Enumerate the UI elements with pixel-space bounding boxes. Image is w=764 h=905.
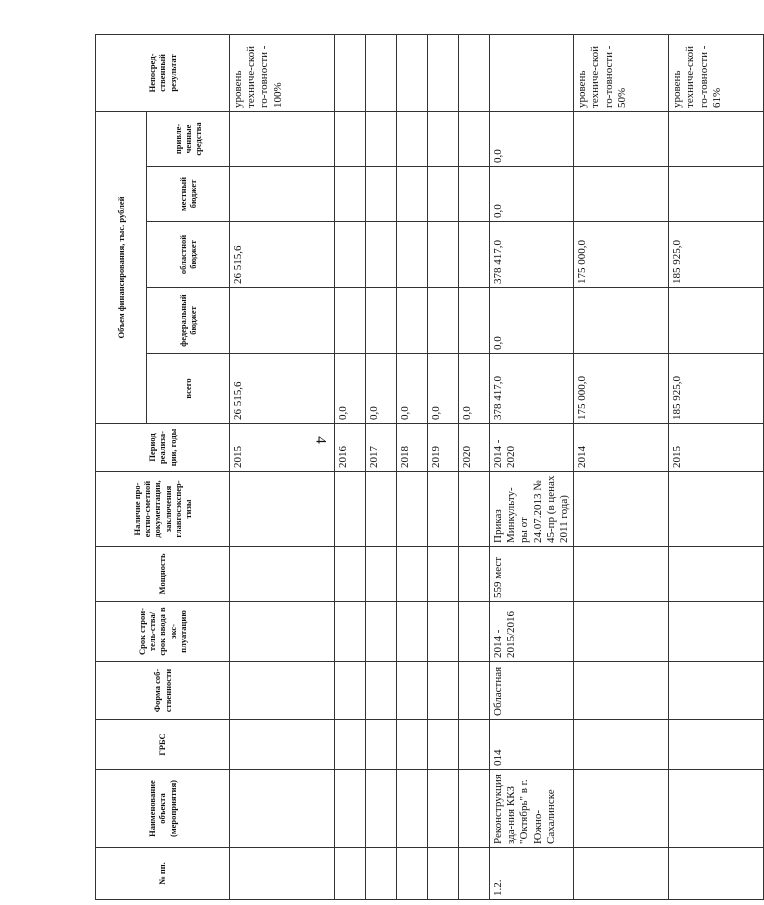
- header-result: Непосред-ственный результат: [96, 34, 230, 111]
- header-funding: Объем финансирования, тыс. рублей: [96, 111, 147, 423]
- cell-result: [428, 34, 459, 111]
- cell-docs: Приказ Минкульту-ры от 24.07.2013 № 45-пр (в ценах 2011 года): [490, 472, 574, 547]
- cell-regional: [397, 222, 428, 288]
- header-docs: Наличие про-ектно-сметной документации, заключения главгосэкспер-тизы: [96, 472, 230, 547]
- header-other: привле-ченные средства: [147, 111, 230, 166]
- table-row: [459, 34, 490, 899]
- cell-term: [366, 602, 397, 662]
- header-grbs: ГРБС: [96, 720, 230, 770]
- cell-regional: 175 000,0: [574, 222, 669, 288]
- cell-period: 2018: [397, 424, 428, 472]
- table-row: [574, 34, 669, 899]
- cell-name: [366, 770, 397, 848]
- header-ownership: Форма соб-ственности: [96, 662, 230, 720]
- cell-docs: [230, 472, 335, 547]
- cell-federal: [230, 288, 335, 354]
- table-row: [230, 34, 335, 899]
- cell-result: [366, 34, 397, 111]
- cell-federal: [669, 288, 764, 354]
- cell-regional: [366, 222, 397, 288]
- table-row: [490, 34, 574, 899]
- cell-grbs: [574, 720, 669, 770]
- cell-name: [459, 770, 490, 848]
- cell-docs: [397, 472, 428, 547]
- cell-local: [428, 167, 459, 222]
- header-federal: федеральный бюджет: [147, 288, 230, 354]
- cell-federal: [366, 288, 397, 354]
- cell-period: 2015: [230, 424, 335, 472]
- cell-capacity: [669, 547, 764, 602]
- cell-federal: [574, 288, 669, 354]
- cell-other: [230, 111, 335, 166]
- cell-docs: [335, 472, 366, 547]
- cell-result: [490, 34, 574, 111]
- cell-term: [459, 602, 490, 662]
- cell-ownership: [428, 662, 459, 720]
- cell-term: [335, 602, 366, 662]
- cell-ownership: Областная: [490, 662, 574, 720]
- cell-docs: [428, 472, 459, 547]
- cell-local: [335, 167, 366, 222]
- cell-result: уровень техниче-ской го-товности - 100%: [230, 34, 335, 111]
- cell-federal: 0,0: [490, 288, 574, 354]
- cell-term: [428, 602, 459, 662]
- cell-name: Реконструкция зда-ния ККЗ "Октябрь" в г. Южно-Сахалинске: [490, 770, 574, 848]
- cell-term: 2014 - 2015/2016: [490, 602, 574, 662]
- cell-name: [397, 770, 428, 848]
- cell-local: [366, 167, 397, 222]
- cell-grbs: [230, 720, 335, 770]
- cell-other: [459, 111, 490, 166]
- table-row: [669, 34, 764, 899]
- cell-federal: [397, 288, 428, 354]
- cell-name: [574, 770, 669, 848]
- cell-grbs: [335, 720, 366, 770]
- cell-grbs: [366, 720, 397, 770]
- cell-capacity: [574, 547, 669, 602]
- table-row: [335, 34, 366, 899]
- cell-num: [428, 848, 459, 900]
- cell-grbs: [397, 720, 428, 770]
- cell-term: [574, 602, 669, 662]
- header-name: Наименование объекта (мероприятия): [96, 770, 230, 848]
- cell-other: [397, 111, 428, 166]
- cell-period: 2019: [428, 424, 459, 472]
- cell-capacity: [366, 547, 397, 602]
- cell-capacity: [335, 547, 366, 602]
- cell-capacity: [397, 547, 428, 602]
- cell-regional: 185 925,0: [669, 222, 764, 288]
- page-number: 4: [312, 436, 329, 444]
- cell-name: [428, 770, 459, 848]
- cell-federal: [335, 288, 366, 354]
- cell-period: 2016: [335, 424, 366, 472]
- cell-regional: [335, 222, 366, 288]
- cell-num: [459, 848, 490, 900]
- rotated-table-container: [95, 35, 723, 900]
- cell-regional: 26 515,6: [230, 222, 335, 288]
- cell-num: [669, 848, 764, 900]
- header-num: № пп.: [96, 848, 230, 900]
- cell-docs: [669, 472, 764, 547]
- cell-result: уровень техниче-ской го-товности - 50%: [574, 34, 669, 111]
- header-local: местный бюджет: [147, 167, 230, 222]
- header-capacity: Мощность: [96, 547, 230, 602]
- cell-capacity: 559 мест: [490, 547, 574, 602]
- cell-other: 0,0: [490, 111, 574, 166]
- cell-ownership: [230, 662, 335, 720]
- cell-capacity: [459, 547, 490, 602]
- cell-result: [459, 34, 490, 111]
- cell-docs: [459, 472, 490, 547]
- cell-regional: [428, 222, 459, 288]
- header-period: Период реализа-ции, годы: [96, 424, 230, 472]
- cell-grbs: [428, 720, 459, 770]
- header-term: Срок строи-тель-ства/срок ввода в экс-плуатацию: [96, 602, 230, 662]
- financing-table: [95, 34, 764, 900]
- cell-name: [335, 770, 366, 848]
- cell-result: [335, 34, 366, 111]
- cell-local: [397, 167, 428, 222]
- cell-other: [574, 111, 669, 166]
- cell-num: [335, 848, 366, 900]
- cell-other: [669, 111, 764, 166]
- cell-total: 175 000,0: [574, 354, 669, 424]
- cell-ownership: [459, 662, 490, 720]
- cell-num: 1.2.: [490, 848, 574, 900]
- cell-num: [574, 848, 669, 900]
- cell-total: 0,0: [428, 354, 459, 424]
- cell-other: [335, 111, 366, 166]
- cell-total: 378 417,0: [490, 354, 574, 424]
- cell-docs: [366, 472, 397, 547]
- header-regional: областной бюджет: [147, 222, 230, 288]
- cell-capacity: [428, 547, 459, 602]
- cell-term: [669, 602, 764, 662]
- cell-local: [459, 167, 490, 222]
- cell-local: [230, 167, 335, 222]
- cell-docs: [574, 472, 669, 547]
- cell-capacity: [230, 547, 335, 602]
- cell-total: 0,0: [397, 354, 428, 424]
- cell-period: 2015: [669, 424, 764, 472]
- cell-total: 185 925,0: [669, 354, 764, 424]
- cell-ownership: [335, 662, 366, 720]
- cell-ownership: [397, 662, 428, 720]
- cell-period: 2014 - 2020: [490, 424, 574, 472]
- cell-term: [230, 602, 335, 662]
- cell-total: 0,0: [366, 354, 397, 424]
- cell-num: [230, 848, 335, 900]
- cell-ownership: [574, 662, 669, 720]
- cell-result: уровень техниче-ской го-товности - 61%: [669, 34, 764, 111]
- table-row: [366, 34, 397, 899]
- table-row: [428, 34, 459, 899]
- cell-num: [366, 848, 397, 900]
- cell-grbs: [459, 720, 490, 770]
- cell-period: 2014: [574, 424, 669, 472]
- cell-ownership: [669, 662, 764, 720]
- cell-name: [230, 770, 335, 848]
- cell-grbs: 014: [490, 720, 574, 770]
- cell-local: [574, 167, 669, 222]
- header-total: всего: [147, 354, 230, 424]
- cell-regional: [459, 222, 490, 288]
- cell-period: 2017: [366, 424, 397, 472]
- cell-term: [397, 602, 428, 662]
- cell-other: [428, 111, 459, 166]
- cell-local: 0,0: [490, 167, 574, 222]
- table-row: [397, 34, 428, 899]
- cell-local: [669, 167, 764, 222]
- cell-federal: [459, 288, 490, 354]
- cell-federal: [428, 288, 459, 354]
- cell-result: [397, 34, 428, 111]
- cell-grbs: [669, 720, 764, 770]
- cell-name: [669, 770, 764, 848]
- cell-period: 2020: [459, 424, 490, 472]
- cell-regional: 378 417,0: [490, 222, 574, 288]
- cell-total: 0,0: [335, 354, 366, 424]
- cell-ownership: [366, 662, 397, 720]
- cell-total: 0,0: [459, 354, 490, 424]
- cell-num: [397, 848, 428, 900]
- cell-other: [366, 111, 397, 166]
- cell-total: 26 515,6: [230, 354, 335, 424]
